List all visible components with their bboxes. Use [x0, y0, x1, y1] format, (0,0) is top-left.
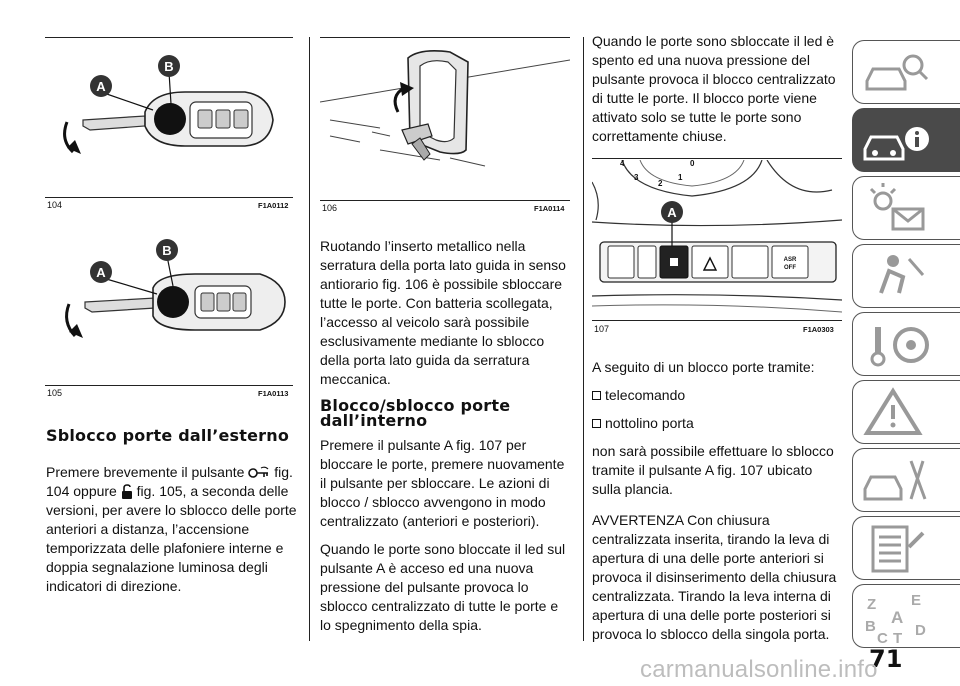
fig106-top-rule — [320, 37, 570, 38]
col2-body-top — [320, 237, 572, 398]
col3-warning: AVVERTENZA Con chiusura centralizzata inserita, tirando la leva di apertura di una delle porte anteriori si provoca il disinserimento della chiusura centralizzata. Tirando la leva interna di apertura di una delle porte posteriori si provoca lo sblocco della singola porta. — [592, 512, 837, 642]
tab-car-info[interactable] — [852, 108, 960, 172]
col-divider-1 — [309, 37, 310, 641]
col3-body-top — [592, 32, 842, 155]
fig104-number: 104 — [47, 200, 63, 210]
col2-body-bottom — [320, 436, 572, 644]
tab-safety[interactable] — [852, 244, 960, 308]
tab-emergency[interactable] — [852, 380, 960, 444]
fig104-label-a: A — [96, 79, 106, 94]
road-warning-icon — [853, 381, 960, 445]
key-steering-icon — [853, 313, 960, 377]
fig105-label-b: B — [162, 243, 172, 258]
key-unlock-icon — [248, 466, 270, 480]
index-letter: E — [911, 592, 922, 609]
col2-para3: Quando le porte sono bloccate il led sul pulsante A è acceso ed una nuova pressione del pulsante provoca lo sblocco centralizzato di tutte le porte e lo spegnimento della spia. — [320, 541, 566, 633]
col1-body — [46, 463, 298, 596]
fig107-caption-rule — [592, 320, 842, 321]
fig107-dashboard-image — [592, 160, 842, 318]
tab-index[interactable] — [852, 584, 960, 648]
fig105-number: 105 — [47, 388, 63, 398]
bullet-item — [592, 414, 844, 433]
fig104-top-rule — [45, 37, 293, 38]
bullet-text: nottolino porta — [605, 415, 694, 431]
fig104-caption-rule — [45, 197, 293, 198]
fig106-code: F1A0114 — [534, 204, 565, 213]
col2-para2: Premere il pulsante A fig. 107 per bloccare le porte, premere nuovamente il pulsante per sbloccare. Le azioni di blocco / sblocco avvengono in modo centralizzato (anteriori e posteriori). — [320, 437, 565, 529]
tab-car-search[interactable] — [852, 40, 960, 104]
asr-button-text: ASR — [783, 257, 797, 263]
fig107-label-a: A — [667, 205, 677, 220]
fig105-label-a: A — [96, 265, 106, 280]
checkbox-bullet-icon — [592, 419, 601, 428]
col2-heading: Blocco/sblocco porte dall’interno — [320, 396, 511, 430]
dial-number-4: 4 — [620, 160, 625, 168]
tab-warning-lights[interactable] — [852, 176, 960, 240]
fig105-code: F1A0113 — [258, 389, 289, 398]
checklist-icon — [853, 517, 960, 581]
col3-para1: Quando le porte sono sbloccate il led è spento ed una nuova pressione del pulsante provoca il blocco centralizzato di tutte le porte. Il blocco porte viene attivato solo se tutte le porte sono correttamente chiuse. — [592, 33, 836, 144]
car-info-icon — [853, 109, 960, 173]
airbag-person-icon — [853, 245, 960, 309]
page-number: 71 — [869, 645, 903, 673]
col1-para-part-c: fig. 105, a seconda delle versioni, per avere lo sblocco delle porte anteriori a distanza, l’accensione temporizzata delle plafoniere interne e doppia segnalazione luminosa degli indicatori di direzione. — [46, 483, 297, 594]
dial-number-0: 0 — [690, 160, 695, 168]
fig106-caption-rule — [320, 200, 570, 201]
warning-light-mail-icon — [853, 177, 960, 241]
padlock-open-icon — [121, 484, 133, 500]
col2-para1: Ruotando l’inserto metallico nella serratura della porta lato guida in senso antiorario fig. 106 è possibile sbloccare tutte le porte. Con batteria scollegata, l’accesso al veicolo sarà possibile esclusivamente mediante lo sblocco della porta lato guida da serratura meccanica. — [320, 238, 566, 387]
fig105-key-fob-image — [45, 222, 293, 382]
col1-para-part-a: Premere brevemente il pulsante — [46, 464, 245, 480]
index-letter: D — [915, 622, 926, 639]
off-button-text: OFF — [784, 265, 796, 271]
alphabet-index-icon — [853, 585, 960, 649]
watermark: carmanualsonline.info — [640, 656, 878, 683]
col3-para3: non sarà possibile effettuare lo sblocco tramite il pulsante A fig. 107 ubicato sulla plancia. — [592, 443, 834, 497]
fig104-code: F1A0112 — [258, 201, 289, 210]
col3-body-bottom — [592, 358, 844, 653]
car-search-icon — [853, 41, 960, 105]
index-letter: Z — [867, 596, 877, 613]
bullet-item — [592, 386, 844, 405]
checkbox-bullet-icon — [592, 391, 601, 400]
col1-para-part-b: fig. 104 oppure — [46, 464, 293, 499]
fig104-label-b: B — [164, 59, 174, 74]
dial-number-2: 2 — [658, 179, 663, 188]
fig105-caption-rule — [45, 385, 293, 386]
fig104-key-fob-image — [45, 40, 293, 195]
col3-para2: A seguito di un blocco porte tramite: — [592, 359, 815, 375]
index-letter: A — [891, 608, 904, 627]
bullet-text: telecomando — [605, 387, 686, 403]
dial-number-1: 1 — [678, 173, 683, 182]
tab-maintenance[interactable] — [852, 448, 960, 512]
index-letter: T — [893, 630, 903, 647]
index-letter: B — [865, 618, 876, 635]
col-divider-2 — [583, 37, 584, 641]
fig107-number: 107 — [594, 324, 610, 334]
car-tools-icon — [853, 449, 960, 513]
fig106-door-lock-image — [320, 40, 570, 198]
tab-technical-data[interactable] — [852, 516, 960, 580]
fig106-number: 106 — [322, 203, 338, 213]
col1-heading: Sblocco porte dall’esterno — [46, 426, 290, 445]
fig107-code: F1A0303 — [803, 325, 834, 334]
tab-starting-driving[interactable] — [852, 312, 960, 376]
index-letter: C — [877, 630, 888, 647]
fig107-top-rule — [592, 158, 842, 159]
dial-number-3: 3 — [634, 173, 639, 182]
